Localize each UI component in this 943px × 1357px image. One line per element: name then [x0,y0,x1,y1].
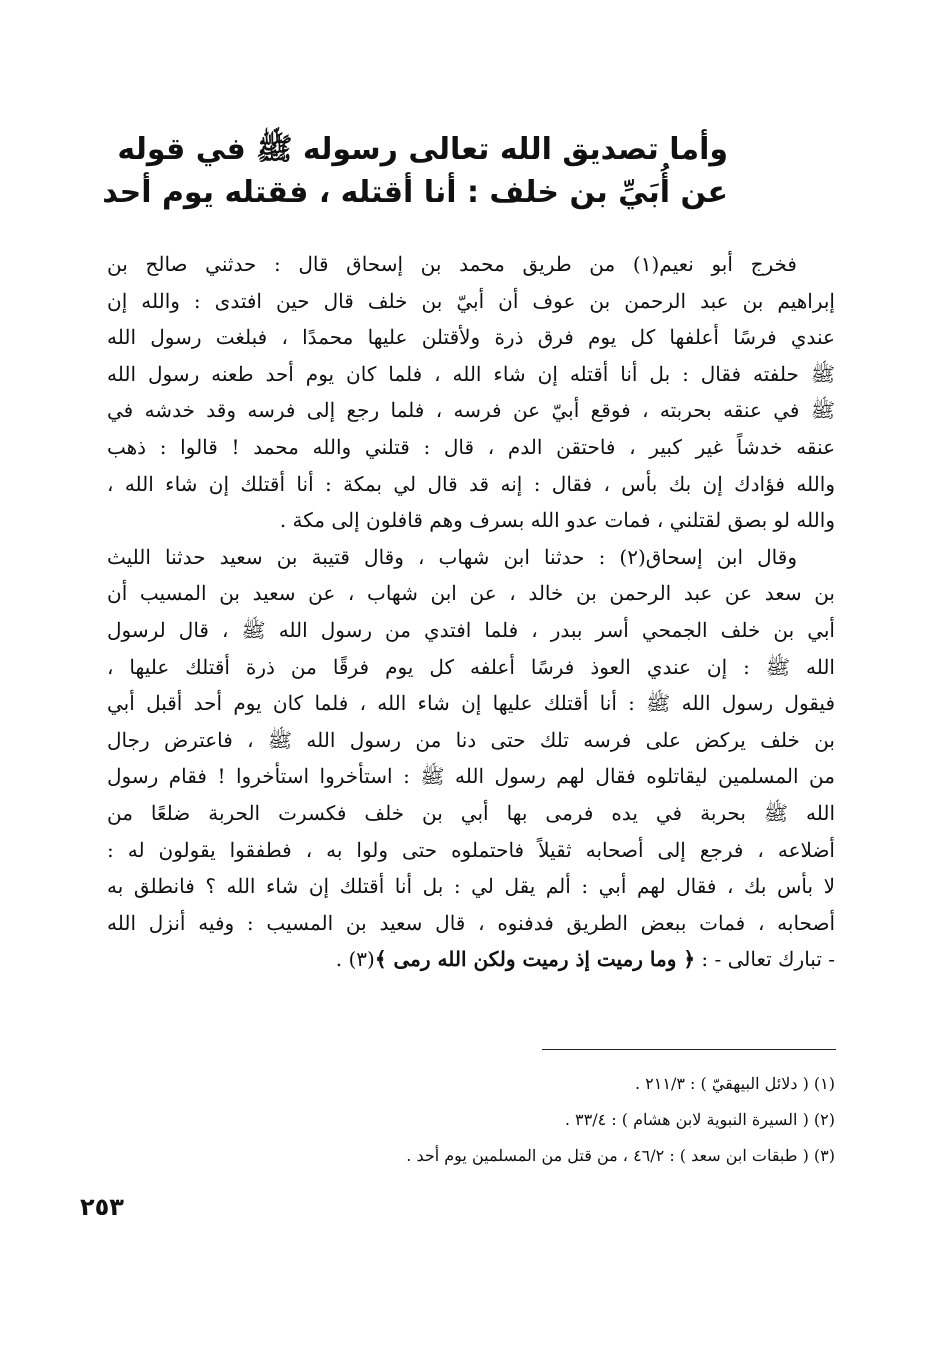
body-text [107,246,835,978]
heading-line-2: عن أُبَيِّ بن خلف : أنا أقتله ، فقتله يوم أحد [102,175,728,210]
text-line: أبي بن خلف الجمحي أسر ببدر ، فلما افتدي من رسول الله ﷺ ، قال لرسول [107,617,835,642]
text-line: من المسلمين ليقاتلوه فقال لهم رسول الله ﷺ : استأخروا استأخروا ! فقام رسول [107,764,835,789]
text-line: أصحابه ، فمات ببعض الطريق فدفنوه ، قال سعيد بن المسيب : وفيه أنزل الله [107,910,835,935]
text-line: فيقول رسول الله ﷺ : أنا أقتلك عليها إن شاء الله ، فلما كان يوم أحد أقبل أبي [107,691,835,716]
text-line: بن خلف يركض على فرسه تلك حتى دنا من رسول الله ﷺ ، فاعترض رجال [107,727,835,752]
footnote-3: (٣) ( طبقات ابن سعد ) : ٤٦/٢ ، من قتل من المسلمين يوم أحد . [406,1146,835,1165]
quran-verse: ﴿ وما رميت إذ رميت ولكن الله رمى ﴾ [374,947,696,972]
text-line: إبراهيم بن عبد الرحمن بن عوف أن أبيّ بن خلف قال حين افتدى : والله إن [107,288,835,313]
page-number: ٢٥٣ [80,1193,124,1221]
text-line: والله لو بصق لقتلني ، فمات عدو الله بسرف وهم قافلون إلى مكة . [279,508,835,533]
text-line: ﷺ في عنقه بحربته ، فوقع أبيّ عن فرسه ، فلما رجع إلى فرسه وقد خدشه في [107,398,835,423]
text-line: عنقه خدشاً غير كبير ، فاحتقن الدم ، قال : قتلني والله محمد ! قالوا : ذهب [107,434,835,459]
verse-footnote-ref: (٣) . [335,947,375,972]
text-line: والله فؤادك إن بك بأس ، فقال : إنه قد قال لي بمكة : أنا أقتلك إن شاء الله ، [107,471,835,496]
text-line: بن سعد عن عبد الرحمن بن خالد ، عن ابن شهاب ، عن سعيد بن المسيب أن [107,581,835,606]
text-line: أضلاعه ، فرجع إلى أصحابه ثقيلاً فاحتملوه حتى ولوا به ، فطفقوا يقولون له : [107,837,835,862]
footnote-separator [542,1049,836,1050]
footnote-2: (٢) ( السيرة النبوية لابن هشام ) : ٣٣/٤ . [564,1110,835,1129]
text-line: لا بأس بك ، فقال لهم أبي : ألم يقل لي : بل أنا أقتلك إن شاء الله ؟ فانطلق به [107,874,835,899]
text-line: وقال ابن إسحاق(٢) : حدثنا ابن شهاب ، وقال قتيبة بن سعيد حدثنا الليث [107,544,797,569]
quran-verse-line [107,941,835,978]
text-line: الله ﷺ بحربة في يده فرمى بها أبي بن خلف فكسرت الحربة ضلعًا من [107,800,835,825]
chapter-heading [102,128,728,214]
text-line: فخرج أبو نعيم(١) من طريق محمد بن إسحاق قال : حدثني صالح بن [107,252,797,276]
footnotes [107,1066,835,1174]
verse-intro: - تبارك تعالى - : [695,947,835,972]
heading-line-1: وأما تصديق الله تعالى رسوله ﷺ في قوله [117,132,728,167]
text-line: عندي فرسًا أعلفها كل يوم فرق ذرة ولأقتلن عليها محمدًا ، فبلغت رسول الله [107,325,835,350]
text-line: ﷺ حلفته فقال : بل أنا أقتله إن شاء الله ، فلما كان يوم أحد طعنه رسول الله [107,361,835,386]
footnote-1: (١) ( دلائل البيهقيّ ) : ٢١١/٣ . [634,1074,835,1093]
text-line: الله ﷺ : إن عندي العوذ فرسًا أعلفه كل يوم فرقًا من ذرة أقتلك عليها ، [107,654,835,679]
